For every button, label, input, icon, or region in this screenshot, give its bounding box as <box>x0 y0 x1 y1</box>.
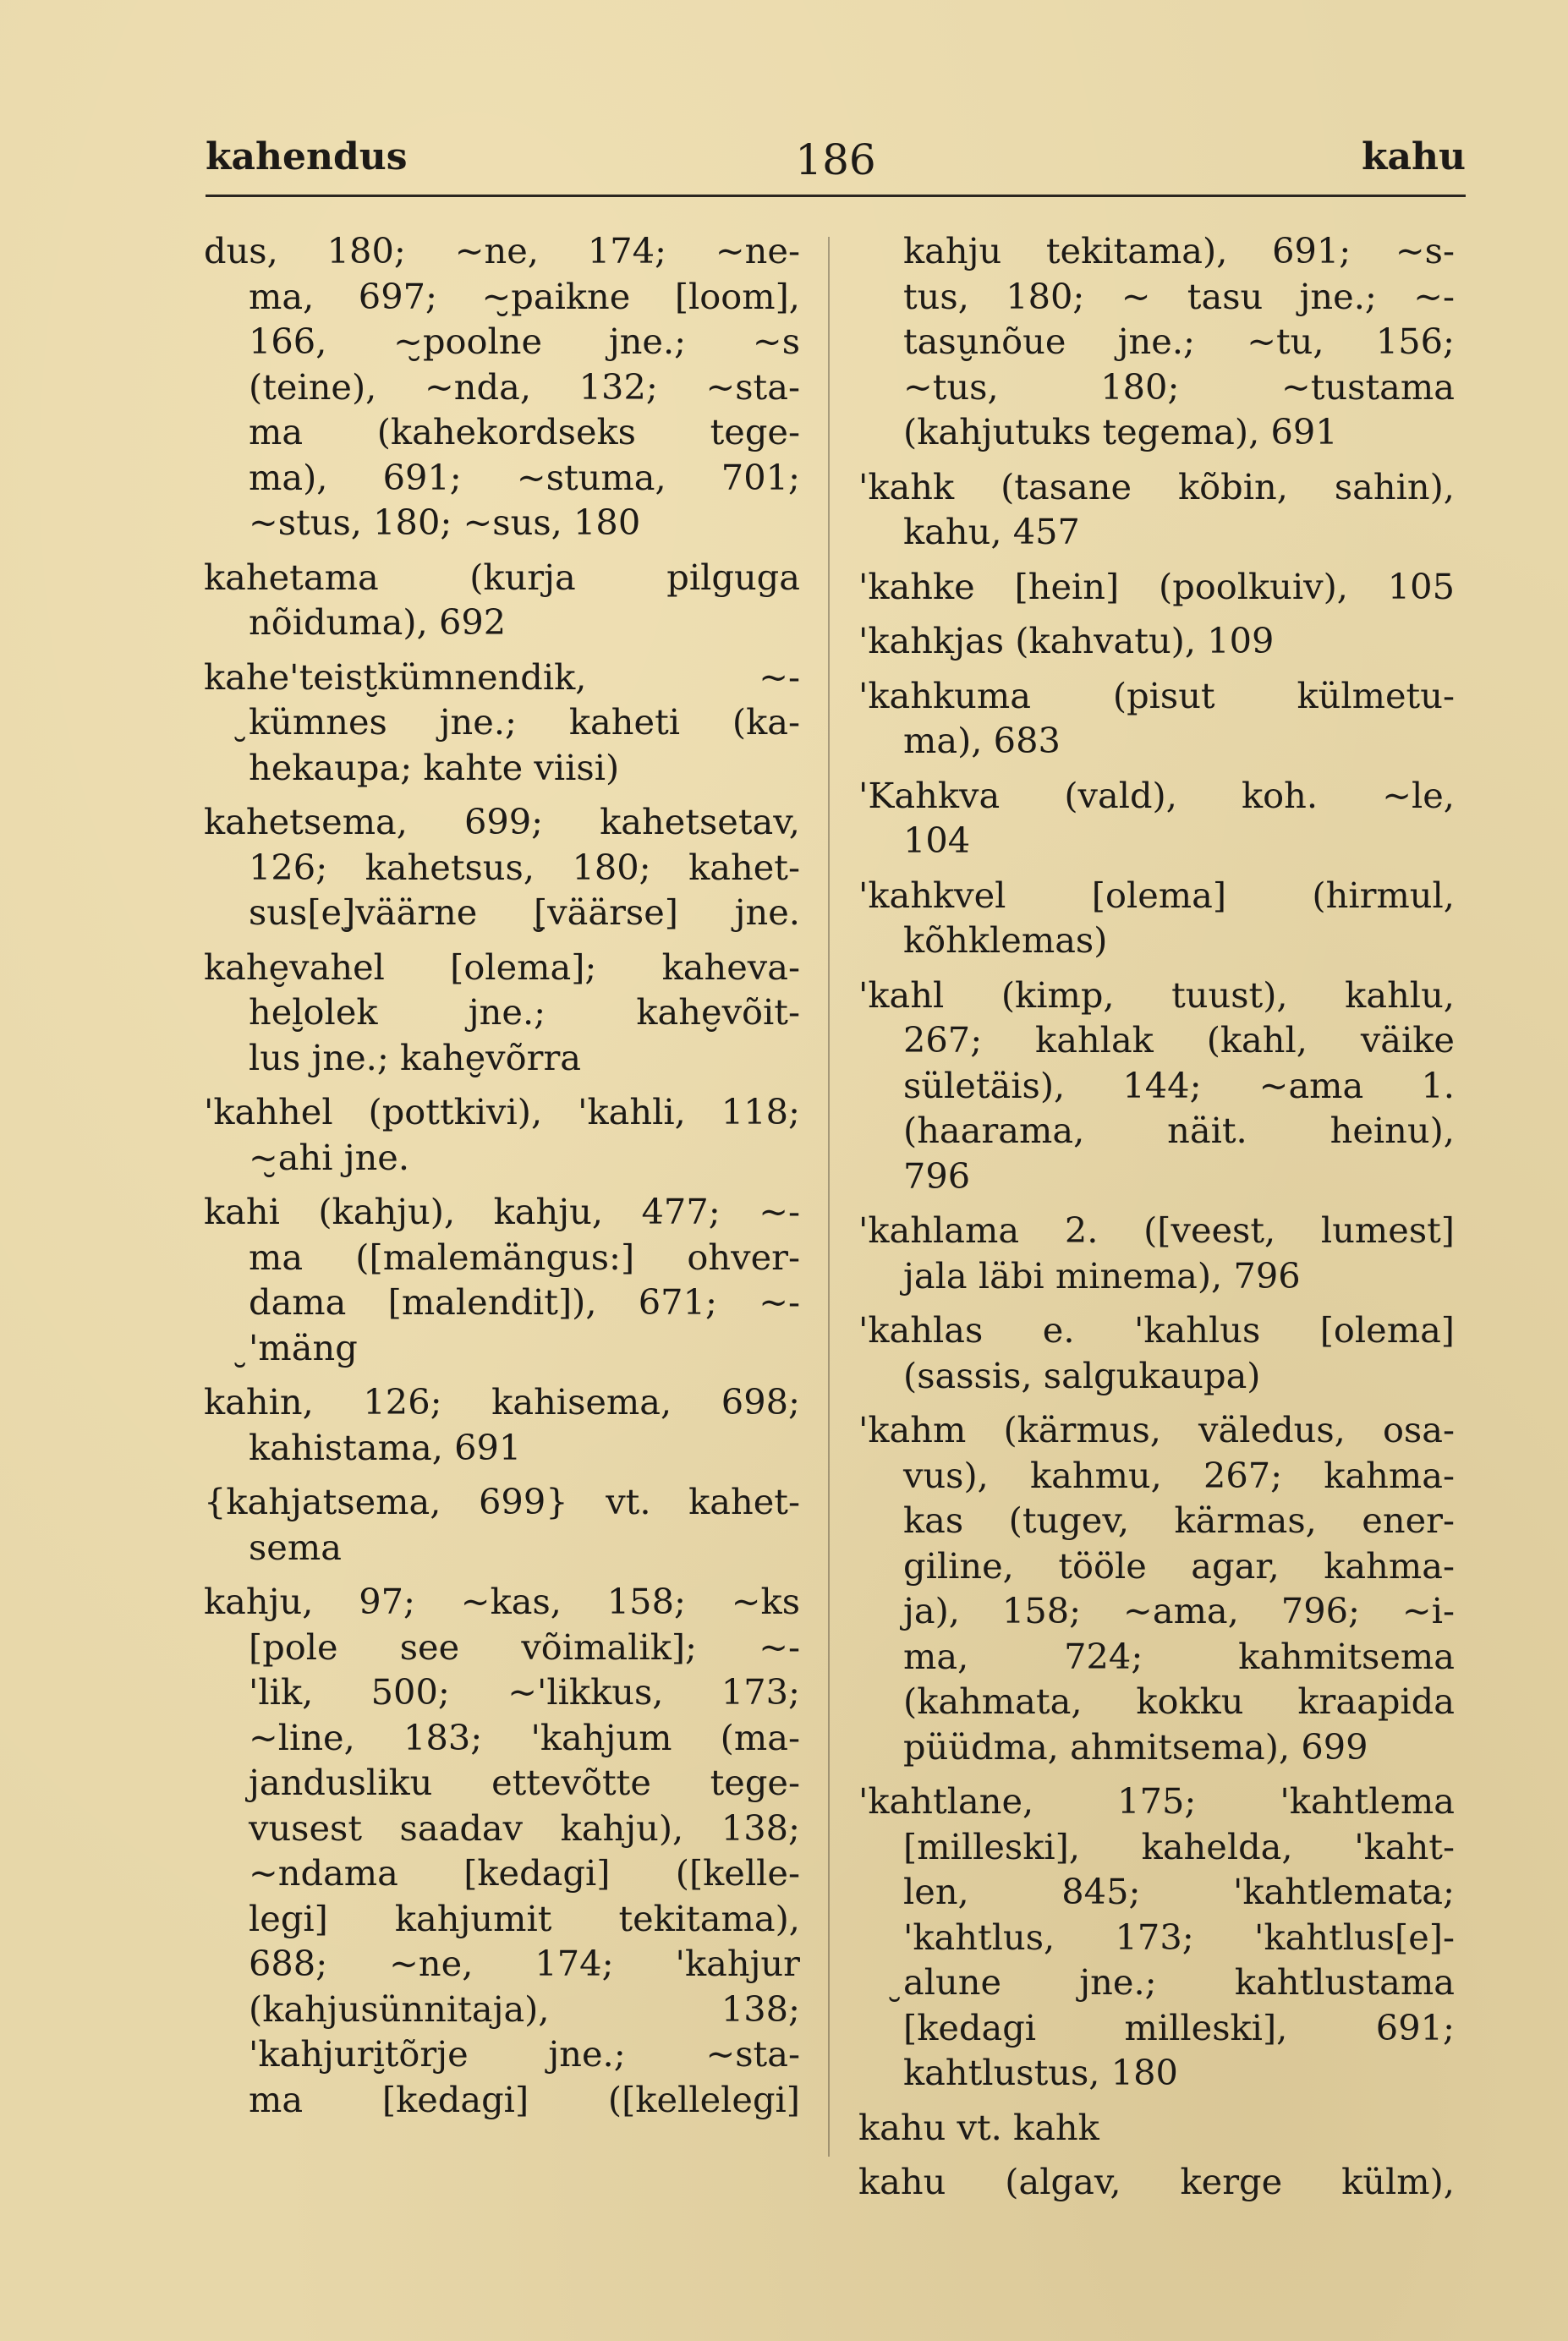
text-line: [kedagi milleski], 691; <box>903 2006 1455 2048</box>
text-line: hekaupa; kahte viisi) <box>249 746 620 788</box>
text-line: lus jne.; kahe̮võrra <box>249 1036 582 1078</box>
text-line: kas (tugev, kärmas, ener- <box>903 1499 1455 1541</box>
text-line: 126; kahetsus, 180; kahet- <box>249 846 800 888</box>
text-line: 104 <box>903 820 971 861</box>
text-line: (teine), ~nda, 132; ~sta- <box>249 365 800 408</box>
text-line: ̮alune jne.; kahtlustama <box>903 1961 1455 2003</box>
text-line: 'kahtlus, 173; 'kahtlus[e]- <box>903 1916 1455 1958</box>
entry-start: 'kahlama 2. ([veest, lumest] <box>858 1209 1455 1251</box>
entry-start: 'kahk (tasane kõbin, sahin), <box>858 465 1455 507</box>
entry-start: kahju, 97; ~kas, 158; ~ks <box>204 1581 800 1622</box>
right-column <box>858 228 1455 2205</box>
entry-start: kahe̮vahel [olema]; kaheva- <box>204 946 800 988</box>
entry-start: kahe'teist̮kümnendik, ~- <box>204 655 800 698</box>
entry-start: kahetsema, 699; kahetsetav, <box>204 801 800 842</box>
text-line: (kahjusünnitaja), 138; <box>249 1987 800 2030</box>
text-line: giline, tööle agar, kahma- <box>903 1544 1455 1587</box>
text-line: 166, ~̮poolne jne.; ~s <box>249 321 800 362</box>
text-line: ma (kahekordseks tege- <box>249 411 800 452</box>
text-line: ma, 697; ~̮paikne [loom], <box>249 275 800 317</box>
text-line: [milleski], kahelda, 'kaht- <box>903 1825 1455 1867</box>
text-line: vus), kahmu, 267; kahma- <box>903 1454 1455 1496</box>
text-line: len, 845; 'kahtlemata; <box>903 1871 1455 1912</box>
entry-start: kahi (kahju), kahju, 477; ~- <box>204 1191 800 1232</box>
text-line: [pole see võimalik]; ~- <box>249 1626 800 1668</box>
text-line: 'lik, 500; ~'likkus, 173; <box>249 1671 800 1713</box>
text-line: ma), 691; ~stuma, 701; <box>249 456 800 498</box>
text-line: (kahmata, kokku kraapida <box>903 1680 1455 1722</box>
text-line: ~tus, 180; ~tustama <box>903 365 1455 408</box>
text-line: kahistama, 691 <box>249 1426 522 1468</box>
text-line: ~ndama [kedagi] ([kelle- <box>249 1852 800 1894</box>
text-line: ma [kedagi] ([kellelegi] <box>249 2078 800 2120</box>
text-line: sületäis), 144; ~ama 1. <box>903 1064 1455 1106</box>
text-line: (haarama, näit. heinu), <box>903 1110 1455 1151</box>
entry-start: 'Kahkva (vald), koh. ~le, <box>858 774 1455 816</box>
column-divider <box>828 237 830 2157</box>
text-line: ~̮ahi jne. <box>249 1136 410 1178</box>
text-line: nõiduma), 692 <box>249 601 507 643</box>
text-line: jandusliku ettevõtte tege- <box>249 1762 800 1803</box>
text-line: tasu̮nõue jne.; ~tu, 156; <box>903 321 1455 362</box>
entry-start: 'kahkvel [olema] (hirmul, <box>858 874 1455 916</box>
entry-start: 'kahm (kärmus, väledus, osa- <box>858 1409 1455 1450</box>
entry-start: 'kahkjas (kahvatu), 109 <box>858 620 1275 661</box>
text-line: kõhklemas) <box>903 919 1108 961</box>
text-line: ~line, 183; 'kahjum (ma- <box>249 1716 800 1758</box>
entry-start: 'kahkuma (pisut külmetu- <box>858 674 1455 716</box>
text-line: tus, 180; ~ tasu jne.; ~- <box>903 275 1455 317</box>
text-line: 267; kahlak (kahl, väike <box>903 1019 1455 1061</box>
text-line: kahtlustus, 180 <box>903 2052 1178 2093</box>
text-line: püüdma, ahmitsema), 699 <box>903 1725 1368 1768</box>
entry-start: 'kahl (kimp, tuust), kahlu, <box>858 973 1455 1016</box>
page-header <box>206 127 1466 186</box>
text-line: ̮'mäng <box>249 1326 358 1368</box>
entry-start: 'kahlas e. 'kahlus [olema] <box>858 1309 1455 1351</box>
text-line: (sassis, salgukaupa) <box>903 1354 1261 1396</box>
entry-start: kahu vt. kahk <box>858 2106 1099 2148</box>
entry-start: {kahjatsema, 699} vt. kahet- <box>204 1481 800 1522</box>
text-line: vusest saadav kahju), 138; <box>249 1806 800 1849</box>
text-line: ~stus, 180; ~sus, 180 <box>249 502 641 543</box>
entry-start: kahin, 126; kahisema, 698; <box>204 1381 800 1423</box>
text-line: (kahjutuks tegema), 691 <box>903 411 1338 452</box>
entry-start: 'kahhel (pottkivi), 'kahli, 118; <box>204 1091 800 1132</box>
text-line: legi] kahjumit tekitama), <box>249 1897 800 1939</box>
text-line: 796 <box>903 1154 971 1197</box>
text-line: 'kahjuri̮tõrje jne.; ~sta- <box>249 2033 800 2075</box>
text-line: dama [malendit]), 671; ~- <box>249 1281 800 1323</box>
text-line: ma ([malemängus:] ohver- <box>249 1236 800 1278</box>
text-line: ̮kümnes jne.; kaheti (ka- <box>249 701 800 743</box>
entry-start: kahetama (kurja pilguga <box>204 556 800 598</box>
page-number: 186 <box>795 135 876 184</box>
header-rule <box>206 195 1466 197</box>
text-line: 688; ~ne, 174; 'kahjur <box>249 1943 800 1984</box>
text-line: ma, 724; kahmitsema <box>903 1635 1455 1677</box>
text-line: ja), 158; ~ama, 796; ~i- <box>903 1590 1455 1631</box>
header-right-guide-word: kahu <box>1362 135 1466 178</box>
header-left-guide-word: kahendus <box>206 135 408 178</box>
entry-start: 'kahke [hein] (poolkuiv), 105 <box>858 565 1455 607</box>
left-column <box>204 228 800 2122</box>
text-line: jala läbi minema), 796 <box>903 1254 1301 1297</box>
text-line: ma), 683 <box>903 720 1061 761</box>
text-line: sus[e]̮väärne [̮väärse] jne. <box>249 891 800 933</box>
text-line: dus, 180; ~ne, 174; ~ne- <box>204 230 800 271</box>
entry-start: 'kahtlane, 175; 'kahtlema <box>858 1780 1455 1822</box>
text-line: kahju tekitama), 691; ~s- <box>903 230 1455 271</box>
text-line: hel̮olek jne.; kahe̮võit- <box>249 991 800 1033</box>
entry-start: kahu (algav, kerge külm), <box>858 2161 1455 2202</box>
text-line: sema <box>249 1526 342 1568</box>
text-line: kahu, 457 <box>903 511 1080 552</box>
